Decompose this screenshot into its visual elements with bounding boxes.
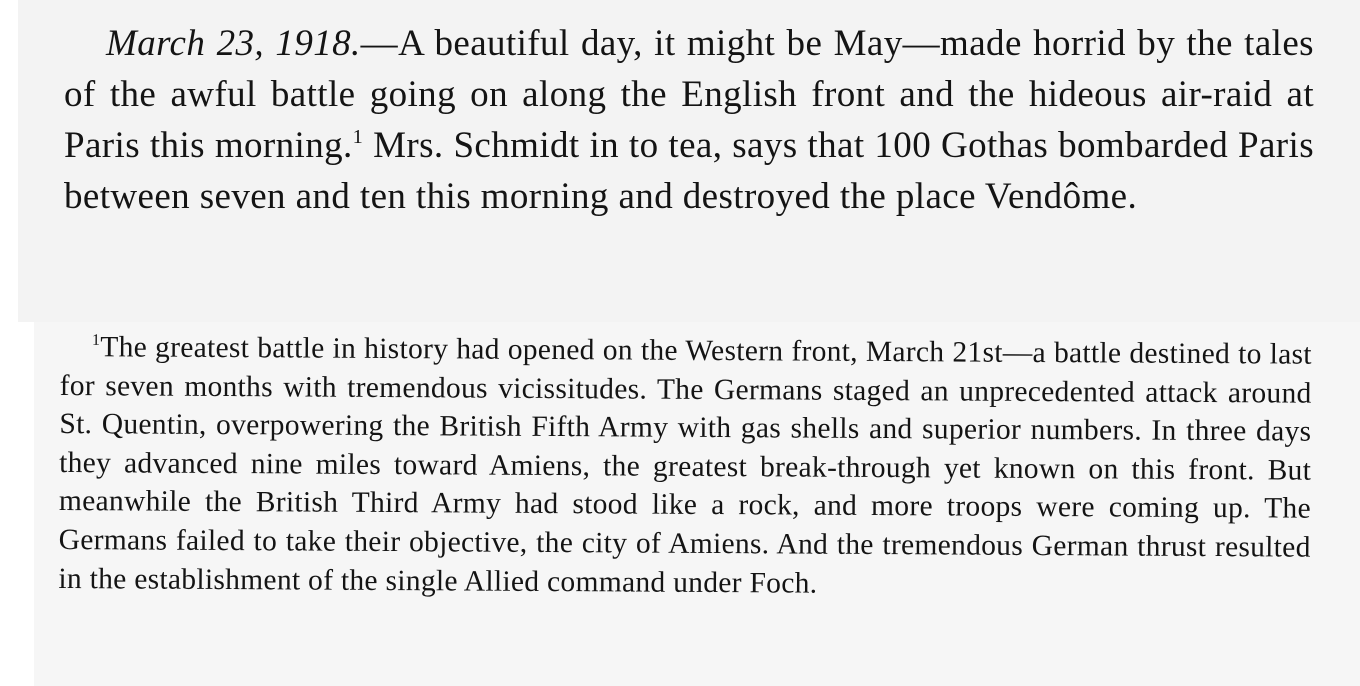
- entry-text-part-1: —A beautiful day, it might be May—made horrid by the tales of the awful battle going on along the English front and the hideous air-raid at Paris this morning.: [64, 23, 1314, 166]
- footnote: [58, 328, 1312, 606]
- footnote-mark: 1: [91, 330, 101, 349]
- diary-entry: [64, 18, 1314, 222]
- entry-text-part-2: Mrs. Schmidt in to tea, says that 100 Gothas bombarded Paris between seven and ten this morning and destroyed the place Vendôme.: [64, 125, 1314, 217]
- footnote-text: The greatest battle in history had opened on the Western front, March 21st—a battle destined to last for seven months with tremendous vicissitudes. The Germans staged an unprecedented attack around St. Quentin, overpowering the British Fifth Army with gas shells and superior numbers. In three days they advanced nine miles toward Amiens, the greatest break-through yet known on this front. But meanwhile the British Third Army had stood like a rock, and more troops were coming up. The Germans failed to take their objective, the city of Amiens. And the tremendous German thrust resulted in the establishment of the single Allied command under Foch.: [58, 331, 1312, 600]
- entry-date: March 23, 1918.: [106, 23, 361, 64]
- footnote-reference: 1: [352, 125, 364, 148]
